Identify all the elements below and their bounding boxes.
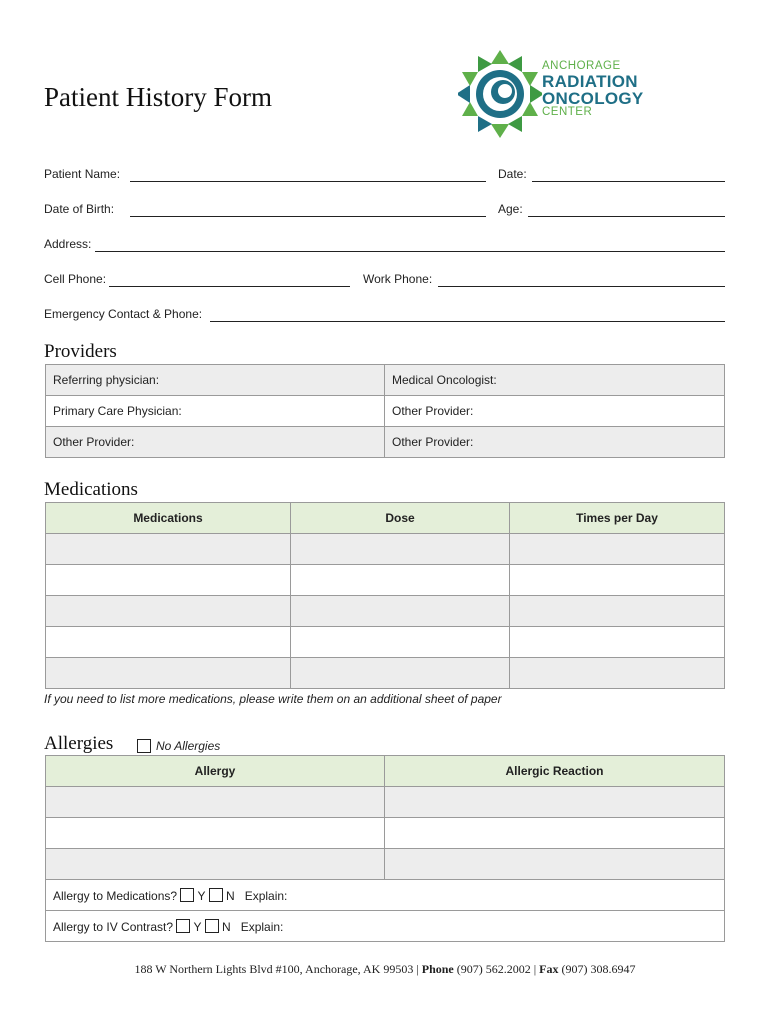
column-header: Times per Day	[510, 503, 725, 534]
allergy-medications-yes-checkbox[interactable]	[180, 888, 194, 902]
table-cell[interactable]	[385, 849, 725, 880]
allergy-iv-contrast-row	[46, 911, 725, 942]
date-label: Date:	[498, 167, 527, 181]
allergy-medications-row	[46, 880, 725, 911]
providers-heading: Providers	[44, 341, 117, 362]
no-allergies-checkbox[interactable]	[137, 738, 151, 756]
allergy-iv-yes-checkbox[interactable]	[176, 919, 190, 933]
logo-line-1: ANCHORAGE	[542, 60, 621, 72]
table-cell[interactable]	[510, 627, 725, 658]
table-row	[46, 534, 725, 565]
providers-table	[45, 364, 725, 458]
table-cell[interactable]	[510, 565, 725, 596]
table-row	[46, 658, 725, 689]
address-label: Address:	[44, 237, 92, 251]
cell-phone-input[interactable]	[109, 286, 350, 287]
provider-cell[interactable]: Other Provider:	[385, 396, 725, 427]
page-title: Patient History Form	[44, 82, 272, 112]
allergy-medications-label: Allergy to Medications?	[53, 888, 178, 903]
table-row	[46, 787, 725, 818]
provider-cell[interactable]: Referring physician:	[46, 365, 385, 396]
provider-cell[interactable]: Primary Care Physician:	[46, 396, 385, 427]
provider-cell[interactable]: Medical Oncologist:	[385, 365, 725, 396]
footer-phone: (907) 562.2002 |	[456, 962, 537, 976]
table-row	[46, 849, 725, 880]
column-header: Medications	[46, 503, 291, 534]
provider-cell[interactable]: Other Provider:	[46, 427, 385, 458]
logo-line-4: CENTER	[542, 106, 593, 118]
table-cell[interactable]	[46, 658, 291, 689]
footer-phone-label: Phone	[421, 962, 454, 976]
age-input[interactable]	[528, 216, 725, 217]
logo-flower-icon	[458, 46, 542, 142]
table-row	[46, 565, 725, 596]
table-cell[interactable]	[46, 849, 385, 880]
table-row	[46, 818, 725, 849]
footer-fax: (907) 308.6947	[561, 962, 636, 976]
table-cell[interactable]	[291, 534, 510, 565]
address-input[interactable]	[95, 251, 725, 252]
table-cell[interactable]	[510, 596, 725, 627]
yes-label: Y	[197, 888, 206, 903]
work-phone-label: Work Phone:	[363, 272, 433, 286]
allergies-table	[45, 755, 725, 942]
explain-label: Explain:	[240, 919, 284, 934]
column-header: Allergic Reaction	[385, 756, 725, 787]
table-cell[interactable]	[46, 534, 291, 565]
table-cell[interactable]	[291, 627, 510, 658]
table-cell[interactable]	[46, 627, 291, 658]
footer-address: 188 W Northern Lights Blvd #100, Anchorage, AK 99503 |	[134, 962, 419, 976]
patient-name-label: Patient Name:	[44, 167, 121, 181]
column-header: Allergy	[46, 756, 385, 787]
table-cell[interactable]	[385, 787, 725, 818]
allergy-iv-no-checkbox[interactable]	[205, 919, 219, 933]
table-row	[46, 627, 725, 658]
dob-input[interactable]	[130, 216, 486, 217]
column-header: Dose	[291, 503, 510, 534]
yes-label: Y	[193, 919, 202, 934]
allergy-iv-contrast-label: Allergy to IV Contrast?	[53, 919, 174, 934]
allergy-medications-no-checkbox[interactable]	[209, 888, 223, 902]
age-label: Age:	[498, 202, 523, 216]
footer	[0, 962, 770, 977]
table-cell[interactable]	[510, 534, 725, 565]
patient-name-input[interactable]	[130, 181, 486, 182]
no-label: N	[222, 919, 231, 934]
table-cell[interactable]	[291, 565, 510, 596]
emergency-contact-label: Emergency Contact & Phone:	[44, 307, 203, 321]
no-label: N	[226, 888, 235, 903]
allergies-heading: Allergies	[44, 733, 114, 754]
table-cell[interactable]	[291, 596, 510, 627]
cell-phone-label: Cell Phone:	[44, 272, 107, 286]
table-cell[interactable]	[46, 787, 385, 818]
medications-table	[45, 502, 725, 689]
explain-label: Explain:	[244, 888, 288, 903]
emergency-contact-input[interactable]	[210, 321, 725, 322]
logo-line-2: RADIATION	[542, 72, 638, 91]
table-cell[interactable]	[510, 658, 725, 689]
table-cell[interactable]	[385, 818, 725, 849]
work-phone-input[interactable]	[438, 286, 725, 287]
table-cell[interactable]	[46, 596, 291, 627]
provider-cell[interactable]: Other Provider:	[385, 427, 725, 458]
no-allergies-label: No Allergies	[156, 739, 221, 753]
table-cell[interactable]	[46, 565, 291, 596]
table-cell[interactable]	[46, 818, 385, 849]
medications-note: If you need to list more medications, please write them on an additional sheet of paper	[44, 692, 502, 706]
dob-label: Date of Birth:	[44, 202, 115, 216]
footer-fax-label: Fax	[539, 962, 559, 976]
table-cell[interactable]	[291, 658, 510, 689]
logo-line-3: ONCOLOGY	[542, 89, 644, 108]
clinic-logo	[458, 46, 678, 142]
table-row	[46, 596, 725, 627]
date-input[interactable]	[532, 181, 725, 182]
medications-heading: Medications	[44, 479, 138, 500]
